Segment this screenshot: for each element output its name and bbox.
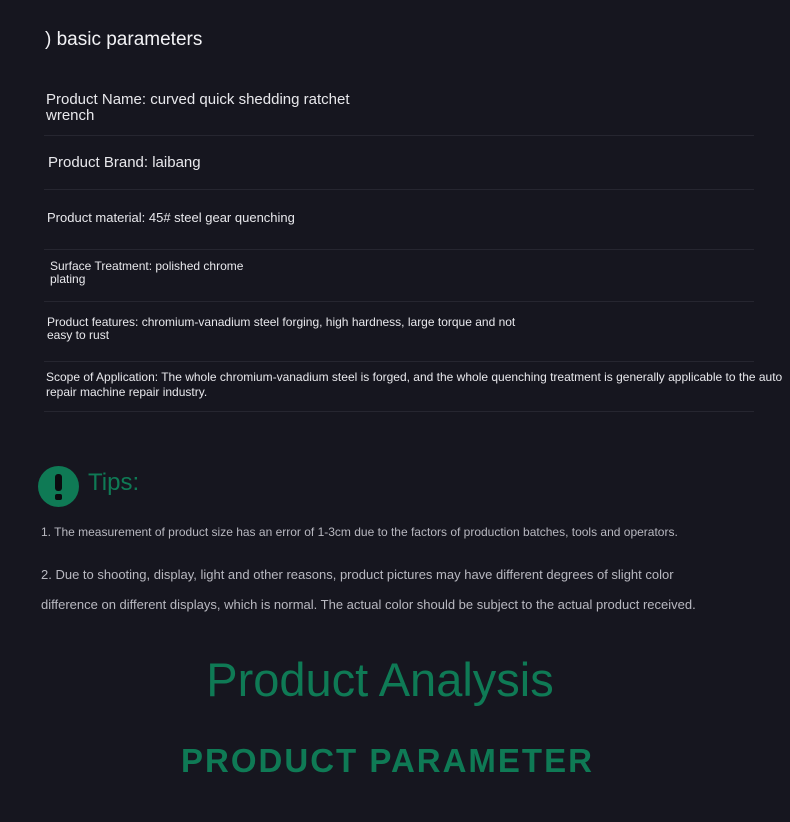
tip-item: 1. The measurement of product size has an error of 1-3cm due to the factors of production batches, tools and operators. xyxy=(41,525,678,539)
product-parameter-banner: PRODUCT PARAMETER xyxy=(181,742,594,779)
basic-parameters-heading: ) basic parameters xyxy=(45,29,203,50)
parameter-row-brand xyxy=(44,136,754,190)
exclamation-circle-icon xyxy=(38,466,79,507)
parameter-row-surface xyxy=(44,250,754,302)
parameter-row-scope xyxy=(44,362,783,412)
parameter-list xyxy=(44,80,783,412)
parameter-text: Scope of Application: The whole chromium-vanadium steel is forged, and the whole quenching treatment is generally applicable to the auto repair machine repair industry. xyxy=(46,370,783,399)
exclamation-bar xyxy=(55,474,62,491)
parameter-text: Product Name: curved quick shedding ratchet wrench xyxy=(46,91,350,124)
parameter-text: Product material: 45# steel gear quenching xyxy=(47,210,295,225)
product-analysis-title: Product Analysis xyxy=(206,653,554,706)
parameter-row-material xyxy=(44,190,754,250)
parameter-text: Product Brand: laibang xyxy=(48,154,201,171)
tips-heading: Tips: xyxy=(88,469,140,496)
parameter-text: Surface Treatment: polished chrome plating xyxy=(50,259,244,286)
tip-item: 2. Due to shooting, display, light and other reasons, product pictures may have different degrees of slight color difference on different displays, which is normal. The actual color should be subject to the actual product received. xyxy=(41,567,696,612)
parameter-row-name xyxy=(44,80,754,136)
exclamation-dot xyxy=(55,494,62,500)
parameter-row-features xyxy=(44,302,754,362)
parameter-text: Product features: chromium-vanadium steel forging, high hardness, large torque and not easy to rust xyxy=(47,315,516,342)
